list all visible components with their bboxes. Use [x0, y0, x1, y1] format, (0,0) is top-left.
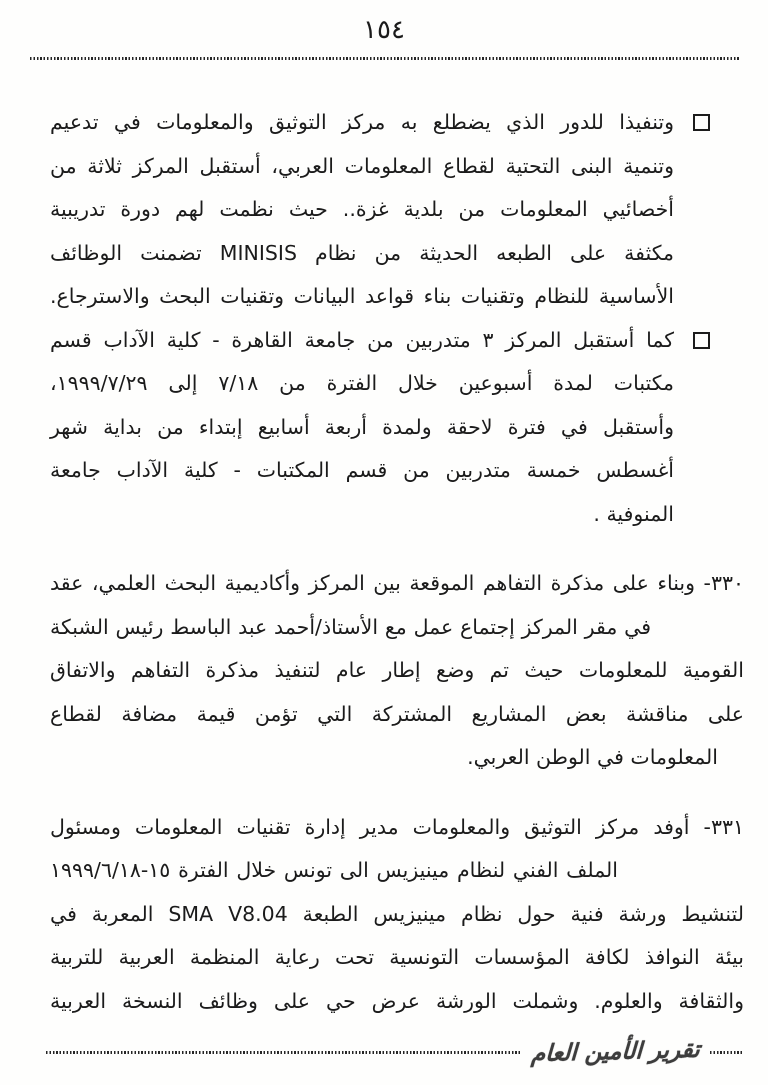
paragraph-lines	[50, 806, 744, 1024]
text-line: والثقافة والعلوم. وشملت الورشة عرض حي على وظائف النسخة العربية	[50, 988, 744, 1013]
text-line: مكتبات لمدة أسبوعين خلال الفترة من ٧/١٨ إلى ١٩٩٩/٧/٢٩،	[50, 371, 674, 395]
text-line: المنوفية .	[593, 501, 674, 526]
square-bullet-icon	[693, 332, 710, 349]
text-line: الأساسية للنظام وتقنيات بناء قواعد البيانات وتقنيات البحث والاسترجاع.	[50, 284, 674, 308]
text-line: مكثفة على الطبعه الحديثة من نظام MINISIS تضمنت الوظائف	[50, 240, 674, 265]
text-line: أخصائيي المعلومات من بلدية غزة.. حيث نظمت لهم دورة تدريبية	[50, 197, 674, 221]
paragraph-lines	[50, 562, 744, 780]
text-line: وأستقبل في فترة لاحقة ولمدة أربعة أسابيع إبتداء من بداية شهر	[50, 414, 674, 439]
page-footer	[0, 1034, 768, 1070]
secretary-general-signature: تقرير الأمين العام	[530, 1036, 701, 1068]
text-line: وتنفيذا للدور الذي يضطلع به مركز التوثيق والمعلومات في تدعيم	[50, 110, 674, 134]
text-line: ٣٣٠- وبناء على مذكرة التفاهم الموقعة بين المركز وأكاديمية البحث العلمي، عقد	[50, 571, 744, 595]
bullet-paragraph-2	[50, 319, 674, 537]
text-line: على مناقشة بعض المشاريع المشتركة التي تؤمن قيمة مضافة لقطاع	[50, 701, 744, 726]
text-line: أغسطس خمسة متدربين من قسم المكتبات - كلية الآداب جامعة	[50, 458, 674, 482]
square-bullet-icon	[693, 114, 710, 131]
numbered-paragraph-330	[50, 562, 744, 780]
text-line: في مقر المركز إجتماع عمل مع الأستاذ/أحمد عبد الباسط رئيس الشبكة	[50, 614, 651, 639]
text-line: كما أستقبل المركز ٣ متدربين من جامعة القاهرة - كلية الآداب قسم	[50, 327, 674, 352]
numbered-paragraph-331	[50, 806, 744, 1024]
text-line: الملف الفني لنظام مينيزيس الى تونس خلال الفترة ١٥-١٩٩٩/٦/١٨	[50, 858, 618, 882]
paragraph-lines	[50, 319, 674, 537]
top-divider-rule	[30, 57, 740, 60]
text-line: وتنمية البنى التحتية لقطاع المعلومات العربي، أستقبل المركز ثلاثة من	[50, 153, 674, 178]
text-line: بيئة النوافذ لكافة المؤسسات التونسية تحت رعاية المنظمة العربية للتربية	[50, 945, 744, 969]
text-line: المعلومات في الوطن العربي.	[467, 745, 718, 769]
text-line: القومية للمعلومات حيث تم وضع إطار عام لتنفيذ مذكرة التفاهم والاتفاق	[50, 658, 744, 682]
text-line: ٣٣١- أوفد مركز التوثيق والمعلومات مدير إدارة تقنيات المعلومات ومسئول	[50, 814, 744, 839]
paragraph-lines	[50, 101, 674, 319]
footer-divider-rule	[46, 1051, 521, 1054]
page-number: ١٥٤	[363, 15, 405, 45]
text-line: لتنشيط ورشة فنية حول نظام مينيزيس الطبعة SMA V8.04 المعربة في	[50, 901, 744, 926]
footer-end-dash	[710, 1051, 744, 1054]
bullet-paragraph-1	[50, 101, 674, 319]
